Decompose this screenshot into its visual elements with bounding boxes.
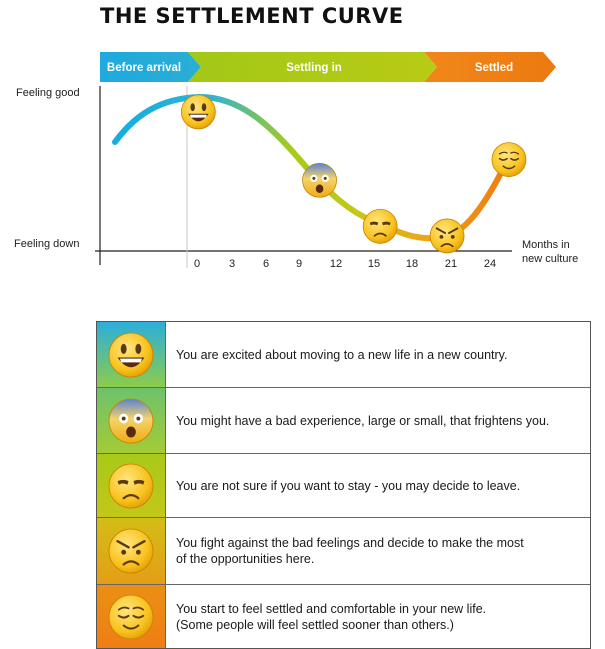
- frightened-face-icon: [109, 399, 153, 443]
- x-tick-label: 0: [193, 258, 201, 270]
- stage-row: [97, 388, 590, 454]
- stage-icon-cell: [97, 518, 166, 584]
- excited-face-icon: [181, 95, 215, 129]
- unsure-face-icon: [363, 209, 397, 243]
- x-tick-label: 9: [295, 258, 303, 270]
- x-tick-labels: [194, 258, 496, 270]
- excited-face-icon: [109, 333, 153, 377]
- stage-icon-cell: [97, 454, 166, 517]
- stage-text-cell: [166, 518, 590, 584]
- stage-row: [97, 585, 590, 648]
- stage-row: [97, 322, 590, 388]
- y-label-top: Feeling good: [16, 87, 80, 99]
- x-tick-label: 21: [444, 258, 458, 270]
- stage-description: You start to feel settled and comfortable in your new life. (Some people will feel settled sooner than others.): [176, 601, 487, 632]
- stage-description: You might have a bad experience, large or small, that frightens you.: [176, 413, 550, 428]
- phase-label-before-arrival: Before arrival: [106, 62, 182, 74]
- frightened-face-icon: [303, 163, 337, 197]
- y-label-bottom: Feeling down: [14, 238, 80, 250]
- angry-face-icon: [109, 529, 153, 573]
- phase-bar: [100, 52, 556, 82]
- settlement-curve-diagram: [0, 0, 605, 310]
- x-tick-label: 18: [405, 258, 419, 270]
- stage-description: You fight against the bad feelings and decide to make the most of the opportunities here.: [176, 536, 524, 566]
- stage-description: You are not sure if you want to stay - you may decide to leave.: [176, 478, 521, 493]
- x-tick-label: 24: [483, 258, 497, 270]
- content-face-icon: [492, 143, 526, 177]
- stage-text-cell: [166, 585, 590, 648]
- x-tick-label: 6: [262, 258, 270, 270]
- x-tick-label: 3: [228, 258, 236, 270]
- angry-face-icon: [430, 219, 464, 253]
- stage-row: [97, 518, 590, 585]
- stage-icon-cell: [97, 388, 166, 453]
- x-axis-label-line2: new culture: [522, 253, 579, 265]
- unsure-face-icon: [109, 464, 153, 508]
- content-face-icon: [109, 595, 153, 639]
- stage-text-cell: [166, 454, 590, 517]
- phase-label-settling-in: Settling in: [286, 62, 342, 74]
- stages-table: [96, 321, 591, 649]
- x-tick-label: 15: [367, 258, 381, 270]
- page-title: THE SETTLEMENT CURVE: [100, 4, 404, 28]
- stage-text-cell: [166, 388, 590, 453]
- x-tick-label: 12: [329, 258, 343, 270]
- stage-text-cell: [166, 322, 590, 387]
- stage-description: You are excited about moving to a new life in a new country.: [176, 347, 508, 362]
- x-axis-label-line1: Months in: [522, 239, 570, 251]
- stage-row: [97, 454, 590, 518]
- phase-label-settled: Settled: [474, 62, 514, 74]
- stage-icon-cell: [97, 322, 166, 387]
- stage-icon-cell: [97, 585, 166, 648]
